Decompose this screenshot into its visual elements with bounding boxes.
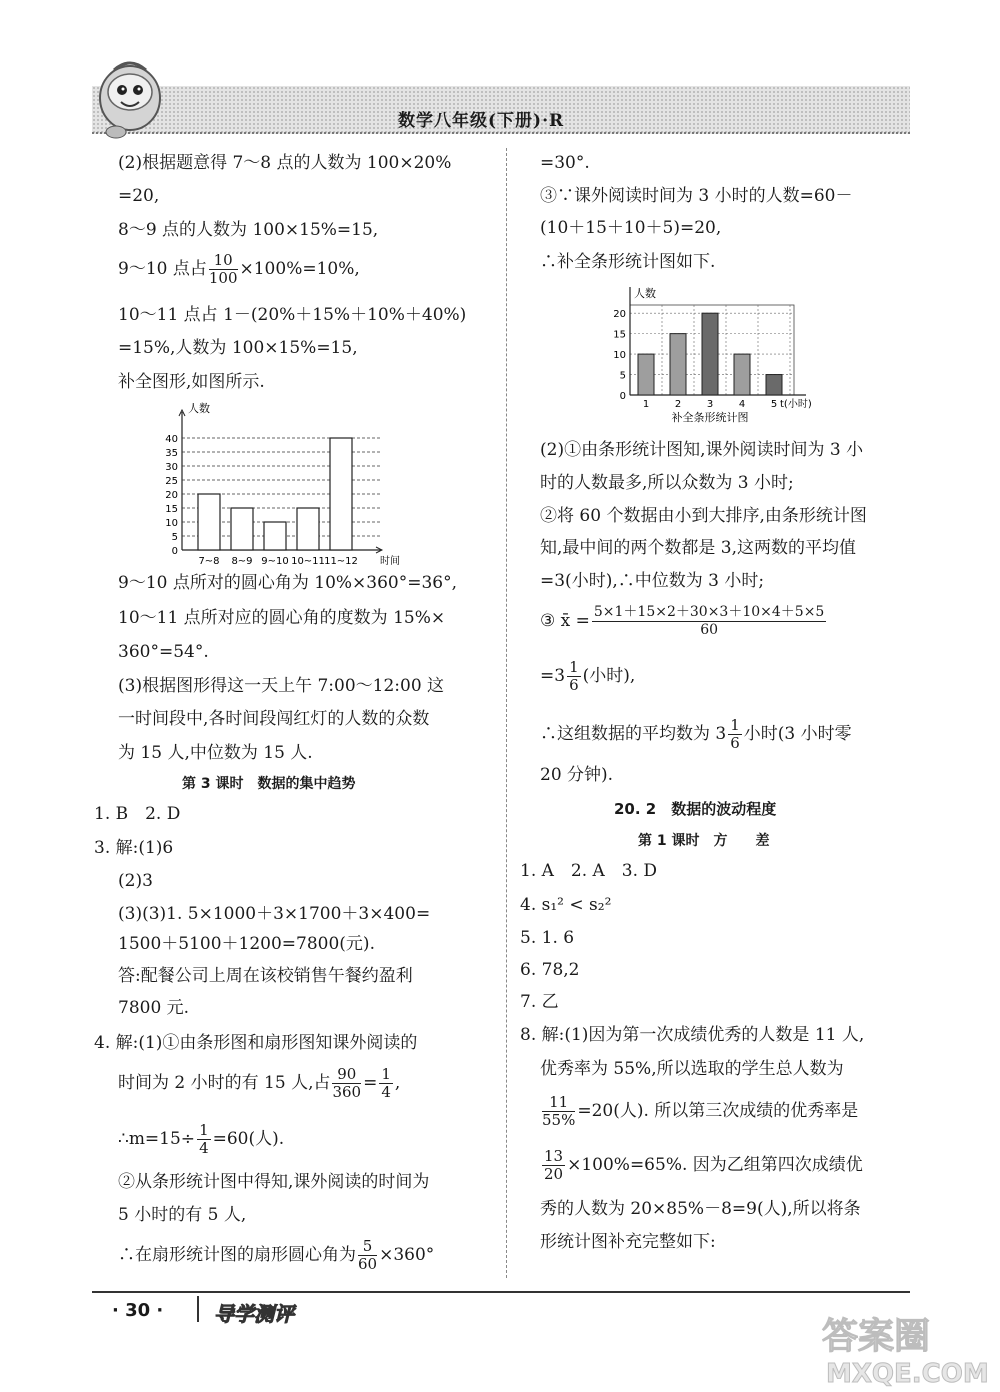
text-line: 10～11 点占 1－(20%＋15%＋10%＋40%)	[118, 305, 467, 325]
x-tick-label: 11~12	[324, 556, 358, 567]
text-line: 10～11 点所对应的圆心角的度数为 15%×	[118, 608, 446, 628]
answer-line: (3)(3)1. 5×1000＋3×1700＋3×400=	[118, 904, 431, 924]
bar	[264, 522, 286, 550]
text-line: =3(小时),∴中位数为 3 小时;	[540, 571, 765, 591]
section-heading: 第 3 课时 数据的集中趋势	[182, 776, 356, 792]
column-divider	[506, 148, 507, 1278]
fraction: $\frac{1}{4}$	[381, 1065, 391, 1101]
footer-rule	[92, 1291, 910, 1293]
bar	[330, 438, 352, 550]
text-line: (3)根据图形得这一天上午 7:00～12:00 这	[118, 676, 445, 696]
watermark-logo-text: 答案圈	[822, 1316, 931, 1357]
answer-line: 6. 78,2	[520, 960, 580, 980]
fraction: $\frac{1}{4}$	[199, 1121, 209, 1157]
answer-line: 优秀率为 55%,所以选取的学生总人数为	[540, 1059, 844, 1079]
answer-line: 4. s₁² < s₂²	[520, 895, 612, 915]
fraction: $\frac{13}{20}$	[544, 1147, 564, 1183]
fraction-line: ∴在扇形统计图的扇形圆心角为 $\frac{5}{60}$ ×360°	[118, 1237, 435, 1273]
text-line: 20 分钟).	[540, 765, 614, 785]
watermark-logo	[818, 1308, 994, 1388]
answer-line: 形统计图补充完整如下:	[540, 1232, 716, 1252]
fraction-line: =3 $\frac{1}{6}$ (小时),	[540, 658, 636, 694]
answer-line: 5. 1. 6	[520, 928, 575, 948]
y-tick-label: 10	[165, 518, 178, 529]
answer-line: 7. 乙	[520, 992, 559, 1012]
answer-line: 8. 解:(1)因为第一次成绩优秀的人数是 11 人,	[520, 1025, 865, 1045]
bar	[231, 508, 253, 550]
chart-title: 补全条形统计图	[671, 411, 749, 424]
fraction: $\frac{90}{360}$	[332, 1065, 362, 1101]
x-tick-label: 10~11	[291, 556, 325, 567]
text-line: 知,最中间的两个数都是 3,这两数的平均值	[540, 538, 857, 558]
x-tick-label: 7~8	[198, 556, 220, 567]
text-line: =30°.	[540, 153, 590, 173]
text-line: ③∵课外阅读时间为 3 小时的人数=60－	[540, 186, 853, 206]
text-line: 补全图形,如图所示.	[118, 372, 265, 392]
text-line: 360°=54°.	[118, 642, 209, 662]
y-axis-label: 人数	[188, 402, 210, 415]
y-tick-label: 5	[171, 532, 178, 543]
text-line: (10＋15＋10＋5)=20,	[540, 218, 722, 238]
y-tick-label: 25	[165, 476, 178, 487]
answer-line: 秀的人数为 20×85%－8=9(人),所以将条	[540, 1199, 861, 1219]
watermark-url: MXQE.COM	[826, 1359, 989, 1388]
text-line: 一时间段中,各时间段闯红灯的人数的众数	[118, 709, 430, 729]
answer-line: 3. 解:(1)6	[94, 838, 174, 858]
x-tick-label: 3	[706, 399, 714, 410]
text-line: =15%,人数为 100×15%=15,	[118, 338, 358, 358]
text-line: 9～10 点所对的圆心角为 10%×360°=36°,	[118, 573, 458, 593]
answer-line: 1500＋5100＋1200=7800(元).	[118, 934, 375, 954]
fraction: $\frac{1}{6}$	[569, 658, 579, 694]
x-tick-label: 8~9	[231, 556, 253, 567]
bar	[766, 375, 782, 395]
answer-line: (2)3	[118, 871, 153, 891]
y-tick-label: 20	[613, 309, 626, 321]
bar-chart-red-light	[160, 398, 420, 570]
answer-line: 答:配餐公司上周在该校销售午餐约盈利	[118, 966, 413, 986]
y-tick-label: 20	[165, 490, 178, 501]
bar	[734, 354, 750, 395]
text-line: =20,	[118, 186, 160, 206]
fraction-line: ∴这组数据的平均数为 3 $\frac{1}{6}$ 小时(3 小时零	[540, 716, 852, 752]
bar	[198, 494, 220, 550]
y-tick-label: 0	[171, 546, 178, 557]
x-tick-label: 9~10	[261, 556, 289, 567]
y-tick-label: 10	[613, 350, 626, 362]
fraction-line: ③ x̄ = $\frac{5\times 1+15\times 2+30\times 3+10\times 4+5\times 5}{60}$	[540, 604, 825, 638]
fraction-line: $\frac{11}{55\%}$ =20(人). 所以第三次成绩的优秀率是	[542, 1093, 859, 1129]
x-axis-label: t(小时)	[780, 399, 812, 410]
y-tick-label: 15	[165, 504, 178, 515]
text-line: 8～9 点的人数为 100×15%=15,	[118, 220, 379, 240]
y-tick-label: 0	[619, 391, 626, 402]
x-tick-label: 5	[770, 399, 778, 410]
text-line: ②将 60 个数据由小到大排序,由条形统计图	[540, 506, 867, 526]
x-tick-label: 4	[738, 399, 746, 410]
text-line: ∴补全条形统计图如下.	[540, 252, 716, 272]
answer-line: ②从条形统计图中得知,课外阅读的时间为	[118, 1172, 430, 1192]
bar	[297, 508, 319, 550]
text-line: 为 15 人,中位数为 15 人.	[118, 743, 313, 763]
page-number: · 30 ·	[112, 1300, 164, 1321]
y-tick-label: 5	[619, 370, 626, 382]
text-line: (2)①由条形统计图知,课外阅读时间为 3 小	[540, 440, 864, 460]
bar	[702, 313, 718, 395]
fraction: $\frac{1}{6}$	[730, 716, 740, 752]
section-heading: 20. 2 数据的波动程度	[614, 800, 777, 818]
y-tick-label: 30	[165, 462, 178, 473]
bar	[670, 334, 686, 395]
mascot-icon	[94, 58, 166, 142]
y-tick-label: 15	[613, 329, 626, 341]
fraction: $\frac{5}{60}$	[358, 1237, 378, 1273]
footer-separator	[197, 1296, 199, 1322]
fraction-line: 9～10 点占 $\frac{10}{100}$ ×100%=10%,	[118, 251, 360, 287]
section-heading: 第 1 课时 方 差	[638, 833, 770, 849]
text-line: (2)根据题意得 7～8 点的人数为 100×20%	[118, 153, 452, 173]
answer-line: 1. B 2. D	[94, 804, 181, 824]
footer-brand: 导学测评	[214, 1302, 294, 1326]
fraction: $\frac{5\times 1+15\times 2+30\times 3+10\times 4+5\times 5}{60}$	[593, 604, 825, 638]
fraction-line: 时间为 2 小时的有 15 人,占 $\frac{90}{360}$ = $\frac{1}{4}$ ,	[118, 1065, 401, 1101]
fraction-line: ∴m=15÷ $\frac{1}{4}$ =60(人).	[118, 1121, 285, 1157]
y-axis-label: 人数	[634, 287, 656, 300]
fraction-line: $\frac{13}{20}$ ×100%=65%. 因为乙组第四次成绩优	[544, 1147, 863, 1183]
fraction: $\frac{10}{100}$	[208, 251, 238, 287]
y-tick-label: 40	[165, 434, 178, 445]
fraction: $\frac{11}{55\%}$	[542, 1093, 576, 1129]
answer-line: 1. A 2. A 3. D	[520, 861, 658, 881]
answer-line: 5 小时的有 5 人,	[118, 1205, 247, 1225]
x-tick-label: 1	[642, 399, 650, 410]
answer-line: 7800 元.	[118, 998, 190, 1018]
text-line: 时的人数最多,所以众数为 3 小时;	[540, 473, 794, 493]
answer-line: 4. 解:(1)①由条形图和扇形图知课外阅读的	[94, 1033, 418, 1053]
y-tick-label: 35	[165, 448, 178, 459]
x-tick-label: 2	[674, 399, 682, 410]
page-header-title: 数学八年级(下册)·R	[398, 111, 565, 131]
bar-chart-reading-time	[604, 283, 826, 433]
x-axis-label: 时间	[380, 556, 400, 567]
bar	[638, 354, 654, 395]
